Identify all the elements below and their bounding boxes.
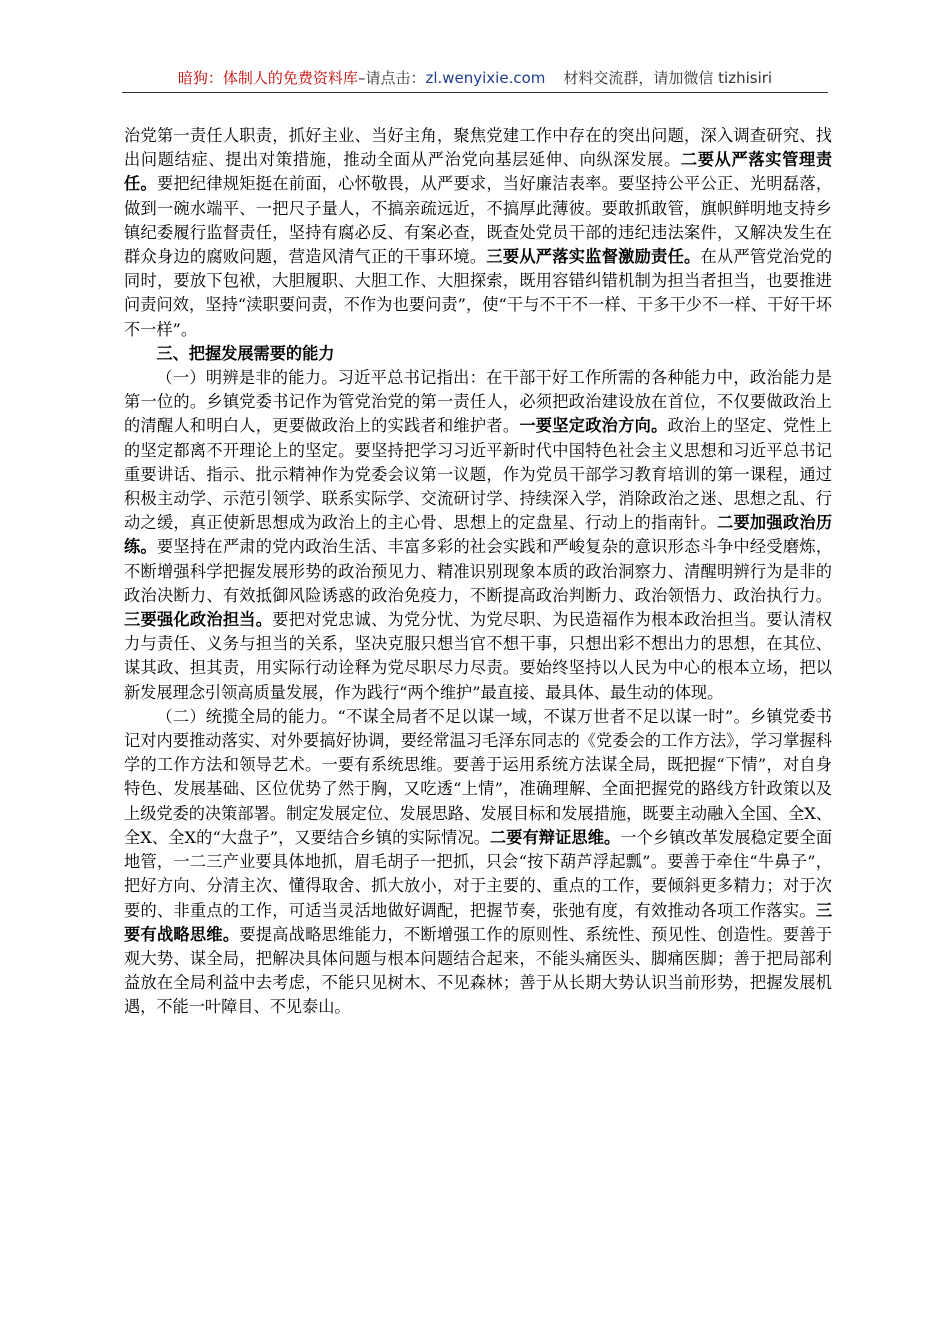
paragraph-text: （二）统揽全局的能力。“不谋全局者不足以谋一域，不谋万世者不足以谋一时”。乡镇党委书记对内要推动落实、对外要搞好协调，要经常温习毛泽东同志的《党委会的工作方法》，学习掌握科学的工作方法和领导艺术。一要有系统思维。要善于运用系统方法谋全局，既把握“下情”，对自身特色、发展基础、区位优势了然于胸，又吃透“上情”，准确理解、全面把握党的路线方针政策以及上级党委的决策部署。制定发展定位、发展思路、发展目标和发展措施，既要主动融入全国、全X、全X、全X的“大盘子”，又要结合乡镇的实际情况。 (124, 706, 832, 847)
document-body (124, 124, 832, 1020)
bold-heading: 二要从严落实管理责任。 (124, 150, 833, 194)
bold-heading: 三要从严落实监督激励责任。 (486, 247, 701, 267)
paragraph-text: 政治上的坚定、党性上的坚定都离不开理论上的坚定。要坚持把学习习近平新时代中国特色社会主义思想和习近平总书记重要讲话、指示、批示精神作为党委会议第一议题，作为党员干部学习教育培训的第一课程，通过积极主动学、示范引领学、联系实际学、交流研讨学、持续深入学，消除政治之迷、思想之乱、行动之缓，真正使新思想成为政治上的主心骨、思想上的定盘星、行动上的指南针。 (124, 416, 833, 533)
header-wechat: 材料交流群，请加微信 tizhisiri (563, 69, 773, 87)
paragraph-text: 要坚持在严肃的党内政治生活、丰富多彩的社会实践和严峻复杂的意识形态斗争中经受磨炼，不断增强科学把握发展形势的政治预见力、精准识别现象本质的政治洞察力、清醒明辨行为是非的政治决断力、有效抵御风险诱惑的政治免疫力，不断提高政治判断力、政治领悟力、政治执行力。 (124, 537, 833, 605)
header-cta: –请点击： (357, 69, 426, 87)
bold-heading: 三要强化政治担当。 (124, 610, 273, 630)
header-brand: 暗狗：体制人的免费资料库 (177, 69, 358, 87)
paragraph-overall-ability (124, 705, 832, 1020)
paragraph-text: 在从严管党治党的同时，要放下包袱，大胆履职、大胆工作、大胆探索，既用容错纠错机制为担当者担当，也要推进问责问效，坚持“渎职要问责，不作为也要问责”，使“干与不干不一样、干多干少不一样、干好干坏不一样”。 (124, 247, 833, 339)
header-link[interactable]: zl.wenyixie.com (425, 69, 546, 87)
bold-heading: 一要坚定政治方向。 (519, 416, 668, 436)
bold-heading: 二要有辩证思维。 (489, 827, 621, 847)
paragraph-text: 治党第一责任人职责，抓好主业、当好主角，聚焦党建工作中存在的突出问题，深入调查研究、找出问题结症、提出对策措施，推动全面从严治党向基层延伸、向纵深发展。 (124, 126, 832, 170)
paragraph-text: 要把纪律规矩挺在前面，心怀敬畏，从严要求，当好廉洁表率。要坚持公平公正、光明磊落，做到一碗水端平、一把尺子量人，不搞亲疏远近，不搞厚此薄彼。要敢抓敢管，旗帜鲜明地支持乡镇纪委履行监督责任，坚持有腐必反、有案必查，既查处党员干部的违纪违法案件，又解决发生在群众身边的腐败问题，营造风清气正的干事环境。 (124, 174, 833, 267)
paragraph-text: 一个乡镇改革发展稳定要全面地管，一二三产业要具体地抓，眉毛胡子一把抓，只会“按下葫芦浮起瓢”。要善于牵住“牛鼻子”，把好方向、分清主次、懂得取舍、抓大放小，对于主要的、重点的工作，要倾斜更多精力；对于次要的、非重点的工作，可适当灵活地做好调配，把握节奏，张弛有度，有效推动各项工作落实。 (124, 827, 833, 920)
paragraph-text: （一）明辨是非的能力。习近平总书记指出：在干部干好工作所需的各种能力中，政治能力是第一位的。乡镇党委书记作为管党治党的第一责任人，必须把政治建设放在首位，不仅要做政治上的清醒人和明白人，更要做政治上的实践者和维护者。 (124, 368, 832, 436)
page-header (122, 64, 828, 93)
paragraph-text: 要把对党忠诚、为党分忧、为党尽职、为民造福作为根本政治担当。要认清权力与责任、义务与担当的关系，坚决克服只想当官不想干事，只想出彩不想出力的思想，在其位、谋其政、担其责，用实际行动诠释为党尽职尽力尽责。要始终坚持以人民为中心的根本立场，把以新发展理念引领高质量发展，作为践行“两个维护”最直接、最具体、最生动的体现。 (124, 610, 833, 702)
bold-heading: 二要加强政治历练。 (124, 513, 833, 557)
paragraph-responsibility (124, 124, 832, 342)
paragraph-political-ability (124, 366, 832, 705)
section-title: 三、把握发展需要的能力 (156, 343, 335, 363)
paragraph-text: 要提高战略思维能力，不断增强工作的原则性、系统性、预见性、创造性。要善于观大势、谋全局，把解决具体问题与根本问题结合起来，不能头痛医头、脚痛医脚；善于把局部利益放在全局利益中去考虑，不能只见树木、不见森林；善于从长期大势认识当前形势，把握发展机遇，不能一叶障目、不见泰山。 (124, 924, 833, 1017)
bold-heading: 三要有战略思维。 (124, 900, 832, 944)
